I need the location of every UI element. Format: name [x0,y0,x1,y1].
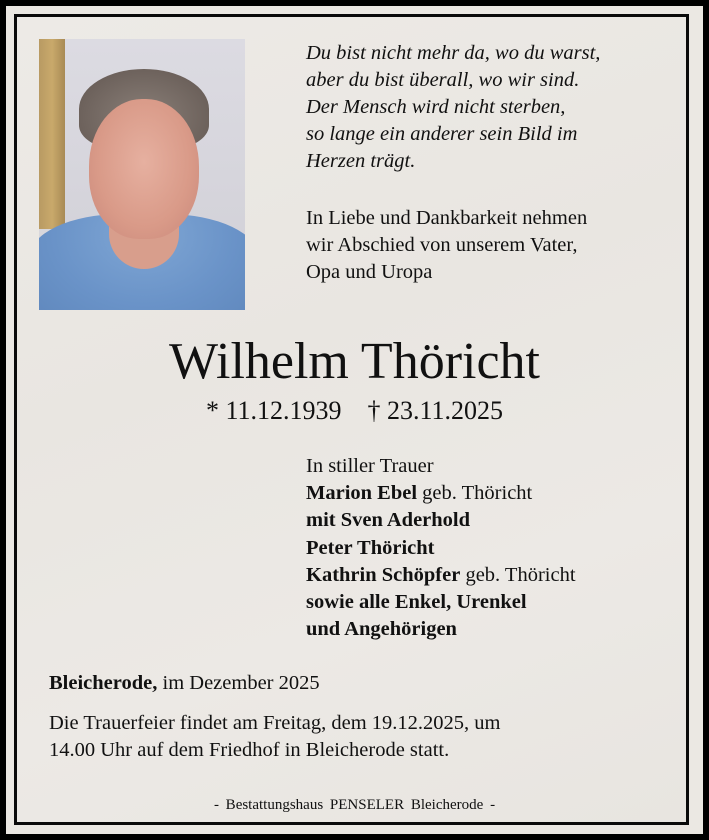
mourner-line [306,507,576,534]
place-date [49,670,320,697]
service-line: 14.00 Uhr auf dem Friedhof in Bleicherode statt. [49,739,450,761]
mourner-line [306,562,576,589]
poem-line: Der Mensch wird nicht sterben, [306,96,566,118]
portrait-photo [39,39,245,310]
place-name: Bleicherode, [49,672,158,694]
farewell-line: In Liebe und Dankbarkeit nehmen [306,207,588,229]
mourner-note: geb. Thöricht [417,482,533,505]
mourners-intro: In stiller Trauer [306,455,434,477]
funeral-service-info [49,710,500,764]
farewell-line: Opa und Uropa [306,261,433,283]
mourner-name: und Angehörigen [306,618,457,641]
mourner-line [306,535,576,562]
mourner-name: Kathrin Schöpfer [306,563,461,586]
poem-line: so lange ein anderer sein Bild im [306,123,578,145]
mourner-name: mit Sven Aderhold [306,509,471,532]
deceased-name: Wilhelm Thöricht [169,333,540,390]
poem-line: aber du bist überall, wo wir sind. [306,69,580,91]
mourner-line [306,480,576,507]
mourner-note: geb. Thöricht [460,563,576,586]
mourners-list [306,453,576,643]
life-dates [0,394,709,428]
birth-date: * 11.12.1939 [205,396,342,425]
farewell-text [306,205,587,286]
mourner-line [306,616,576,643]
death-date: † 23.11.2025 [367,396,504,425]
mourner-name: Peter Thöricht [306,536,435,559]
service-line: Die Trauerfeier findet am Freitag, dem 19.12.2025, um [49,712,501,734]
mourner-name: sowie alle Enkel, Urenkel [306,591,527,614]
poem-line: Du bist nicht mehr da, wo du warst, [306,42,601,64]
poem-line: Herzen trägt. [306,150,416,172]
photo-face [89,99,199,239]
funeral-home-footer: - Bestattungshaus PENSELER Bleicherode - [213,797,496,813]
mourner-line [306,589,576,616]
mourner-name: Marion Ebel [306,482,418,505]
place-month: im Dezember 2025 [157,672,320,694]
photo-curtain [39,39,65,229]
farewell-line: wir Abschied von unserem Vater, [306,234,578,256]
poem [306,40,600,175]
